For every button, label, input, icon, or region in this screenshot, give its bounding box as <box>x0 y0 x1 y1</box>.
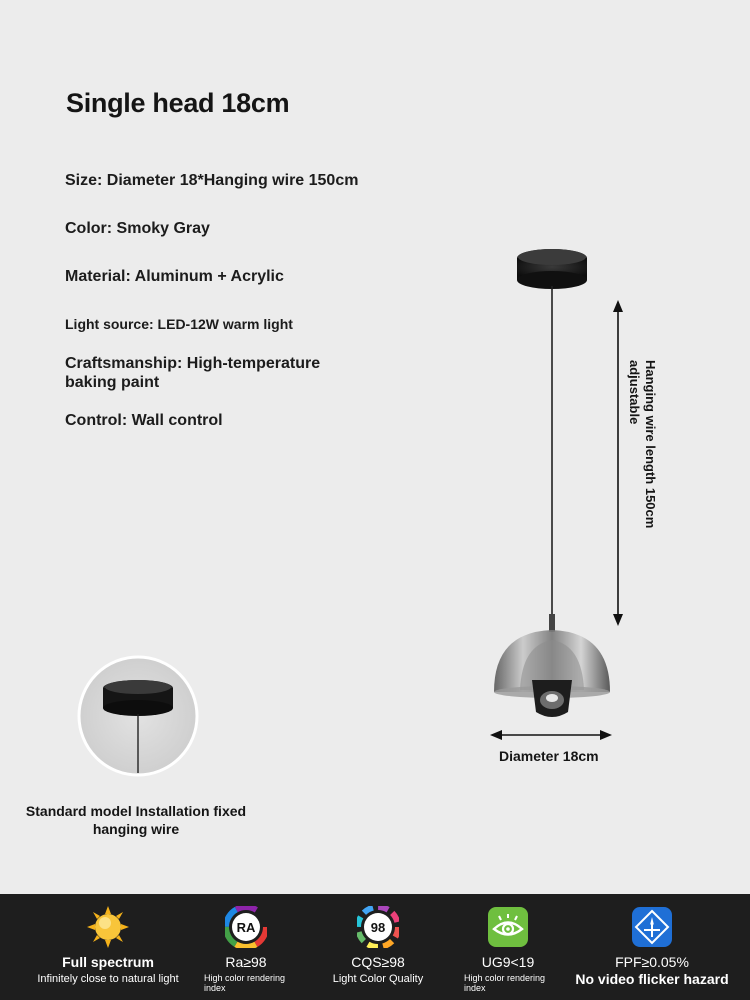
feature-ugr <box>456 894 560 1000</box>
ra-icon <box>225 906 267 948</box>
feature-sub: Infinitely close to natural light <box>37 973 179 985</box>
feature-main: UG9<19 <box>481 954 535 970</box>
feature-sub: No video flicker hazard <box>575 971 729 987</box>
feature-fpf <box>566 894 738 1000</box>
feature-cqs <box>326 894 430 1000</box>
fpf-icon <box>631 906 673 948</box>
feature-sub: High color rendering index <box>464 973 546 993</box>
spec-craftsmanship: Craftsmanship: High-temperature baking paint <box>65 355 321 391</box>
wire-length-label: Hanging wire length 150cm adjustable <box>627 360 658 529</box>
feature-main: Full spectrum <box>62 954 154 970</box>
feature-main: Ra≥98 <box>225 954 267 970</box>
spec-light-source: Light source: LED-12W warm light <box>65 316 293 332</box>
ceiling-canopy <box>517 249 587 289</box>
eye-icon <box>487 906 529 948</box>
wire-length-arrow <box>613 300 623 626</box>
features-bar <box>0 894 750 1000</box>
feature-full-spectrum <box>20 894 196 1000</box>
diameter-label: Diameter 18cm <box>499 748 599 764</box>
feature-ra <box>196 894 296 1000</box>
spec-material: Material: Aluminum + Acrylic <box>65 268 284 285</box>
spec-color: Color: Smoky Gray <box>65 220 210 237</box>
installation-detail <box>79 657 197 775</box>
diameter-arrow <box>490 730 612 740</box>
spec-size: Size: Diameter 18*Hanging wire 150cm <box>65 172 359 189</box>
feature-main: FPF≥0.05% <box>615 954 689 970</box>
cqs-icon <box>357 906 399 948</box>
spec-control: Control: Wall control <box>65 412 223 429</box>
svg-text:98: 98 <box>370 920 386 935</box>
product-title: Single head 18cm <box>66 88 290 118</box>
feature-sub: High color rendering index <box>204 973 286 993</box>
lamp-shade <box>494 630 610 717</box>
feature-main: CQS≥98 <box>351 954 405 970</box>
installation-label: Standard model Installation fixed hanging wire <box>25 803 247 837</box>
sun-icon <box>87 906 129 948</box>
svg-text:RA: RA <box>236 920 256 935</box>
feature-sub: Light Color Quality <box>332 973 424 985</box>
